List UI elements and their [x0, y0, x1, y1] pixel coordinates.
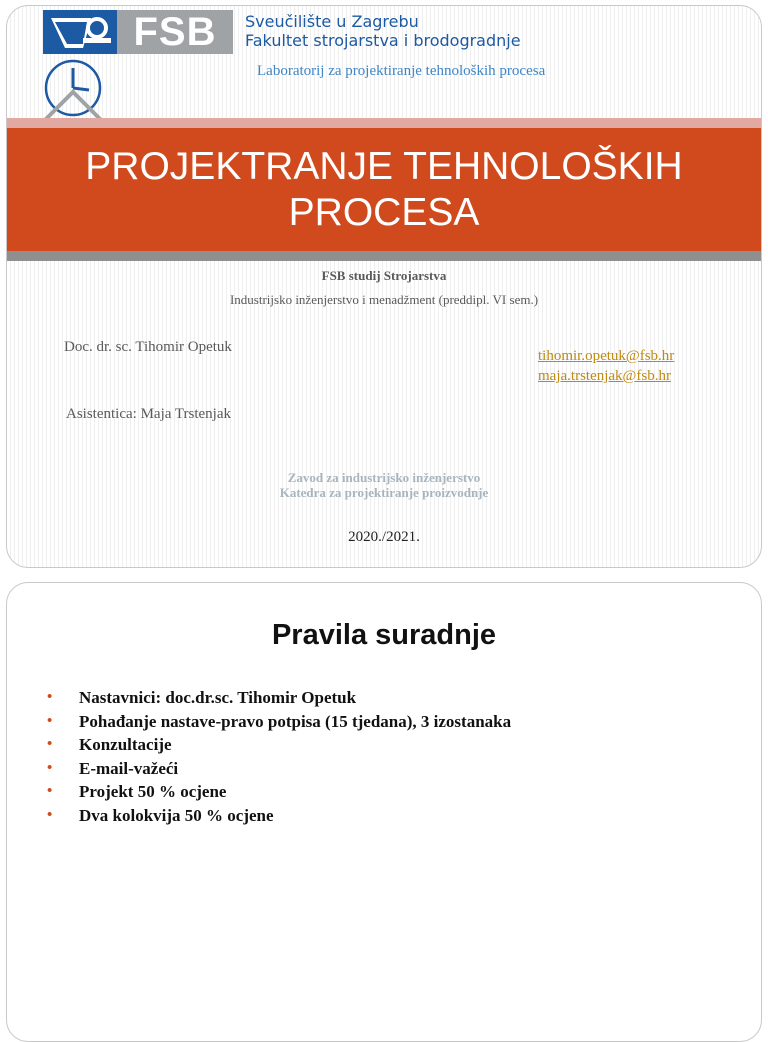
rules-title: Pravila suradnje: [271, 619, 497, 651]
list-item: • Pohađanje nastave-pravo potpisa (15 tjedana), 3 izostanaka: [43, 710, 511, 734]
slide-title: [34, 144, 734, 236]
professor-name: Doc. dr. sc. Tihomir Opetuk: [64, 339, 232, 355]
list-item: • Konzultacije: [43, 733, 511, 757]
university-line: Sveučilište u Zagrebu: [245, 12, 419, 31]
title-slide: [6, 5, 762, 568]
department: [7, 470, 761, 500]
list-item: • E-mail-važeći: [43, 757, 511, 781]
rules-slide: [6, 582, 762, 1042]
faculty-line: Fakultet strojarstva i brodogradnje: [245, 31, 521, 50]
academic-year: 2020./2021.: [348, 529, 420, 545]
assistant-name: Asistentica: Maja Trstenjak: [66, 406, 231, 422]
bullet-icon: •: [47, 759, 53, 776]
list-item: • Dva kolokvija 50 % ocjene: [43, 804, 511, 828]
fsb-mark-icon: [43, 10, 117, 54]
list-item: • Nastavnici: doc.dr.sc. Tihomir Opetuk: [43, 686, 511, 710]
list-item: • Projekt 50 % ocjene: [43, 780, 511, 804]
department-line: Zavod za industrijsko inženjerstvo: [287, 470, 481, 485]
study-name: FSB studij Strojarstva: [321, 268, 447, 283]
lab-name: Laboratorij za projektiranje tehnoloških procesa: [257, 63, 546, 79]
contact-emails: [538, 346, 674, 386]
bullet-icon: •: [47, 806, 53, 823]
bullet-icon: •: [47, 712, 53, 729]
bullet-icon: •: [47, 783, 53, 799]
slide-title-line1: PROJEKTRANJE TEHNOLOŠKIH: [85, 144, 683, 188]
assistant-email-link[interactable]: maja.trstenjak@fsb.hr: [538, 368, 671, 384]
title-band-top: [7, 118, 761, 128]
program-name: Industrijsko inženjerstvo i menadžment (preddipl. VI sem.): [229, 292, 539, 307]
fsb-logo-text: FSB: [117, 10, 233, 54]
clock-logo-icon: [41, 58, 105, 122]
fsb-logo: [43, 10, 233, 54]
slide-title-line2: PROCESA: [288, 190, 480, 234]
professor-email-link[interactable]: tihomir.opetuk@fsb.hr: [538, 348, 675, 364]
rules-list: [43, 686, 511, 827]
university-name: [245, 12, 521, 50]
bullet-icon: •: [47, 689, 53, 705]
title-band: [7, 128, 761, 251]
chair-line: Katedra za projektiranje proizvodnje: [279, 485, 489, 500]
title-band-bottom: [7, 251, 761, 261]
bullet-icon: •: [47, 736, 53, 752]
